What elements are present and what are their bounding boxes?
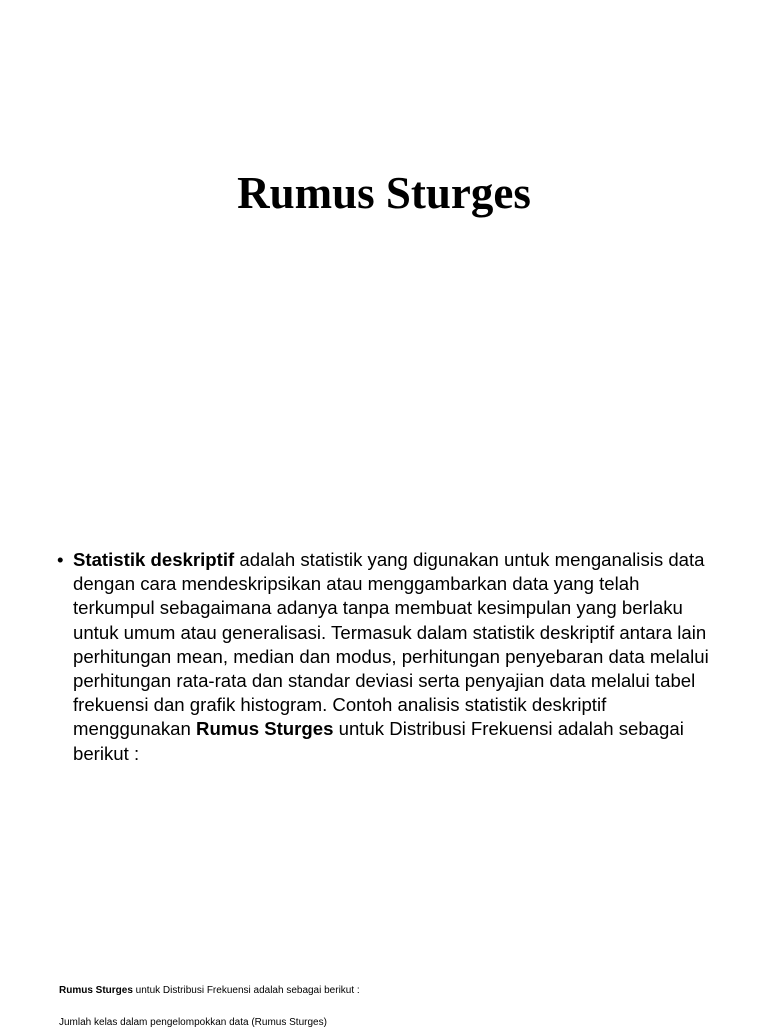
footer-subcaption: Jumlah kelas dalam pengelompokkan data (Rumus Sturges) — [59, 1017, 327, 1028]
bullet-text — [73, 548, 717, 766]
footer-caption-rest: untuk Distribusi Frekuensi adalah sebagai berikut : — [132, 985, 360, 996]
footer-caption — [59, 985, 360, 997]
footer-caption-bold: Rumus Sturges — [59, 985, 133, 996]
bullet-lead-term: Statistik deskriptif — [73, 549, 235, 570]
bullet-key-term: Rumus Sturges — [196, 718, 334, 740]
bullet-marker: • — [57, 549, 64, 570]
bullet-body-part-1: adalah statistik yang digunakan untuk menganalisis data dengan cara mendeskripsikan atau menggambarkan data yang telah terkumpul sebagaimana adanya tanpa membuat kesimpulan yang berlaku untuk umum atau generalisasi. Termasuk dalam statistik deskriptif antara lain perhitungan mean, median dan modus, perhitungan penyebaran data melalui perhitungan rata-rata dan standar deviasi serta penyajian data melalui tabel frekuensi dan grafik histogram. Contoh analisis statistik deskriptif menggunakan — [73, 549, 709, 740]
slide-title: Rumus Sturges — [237, 168, 531, 218]
bullet-body-part-2: untuk Distribusi Frekuensi adalah sebagai berikut : — [73, 718, 684, 764]
bullet-paragraph — [57, 548, 717, 766]
